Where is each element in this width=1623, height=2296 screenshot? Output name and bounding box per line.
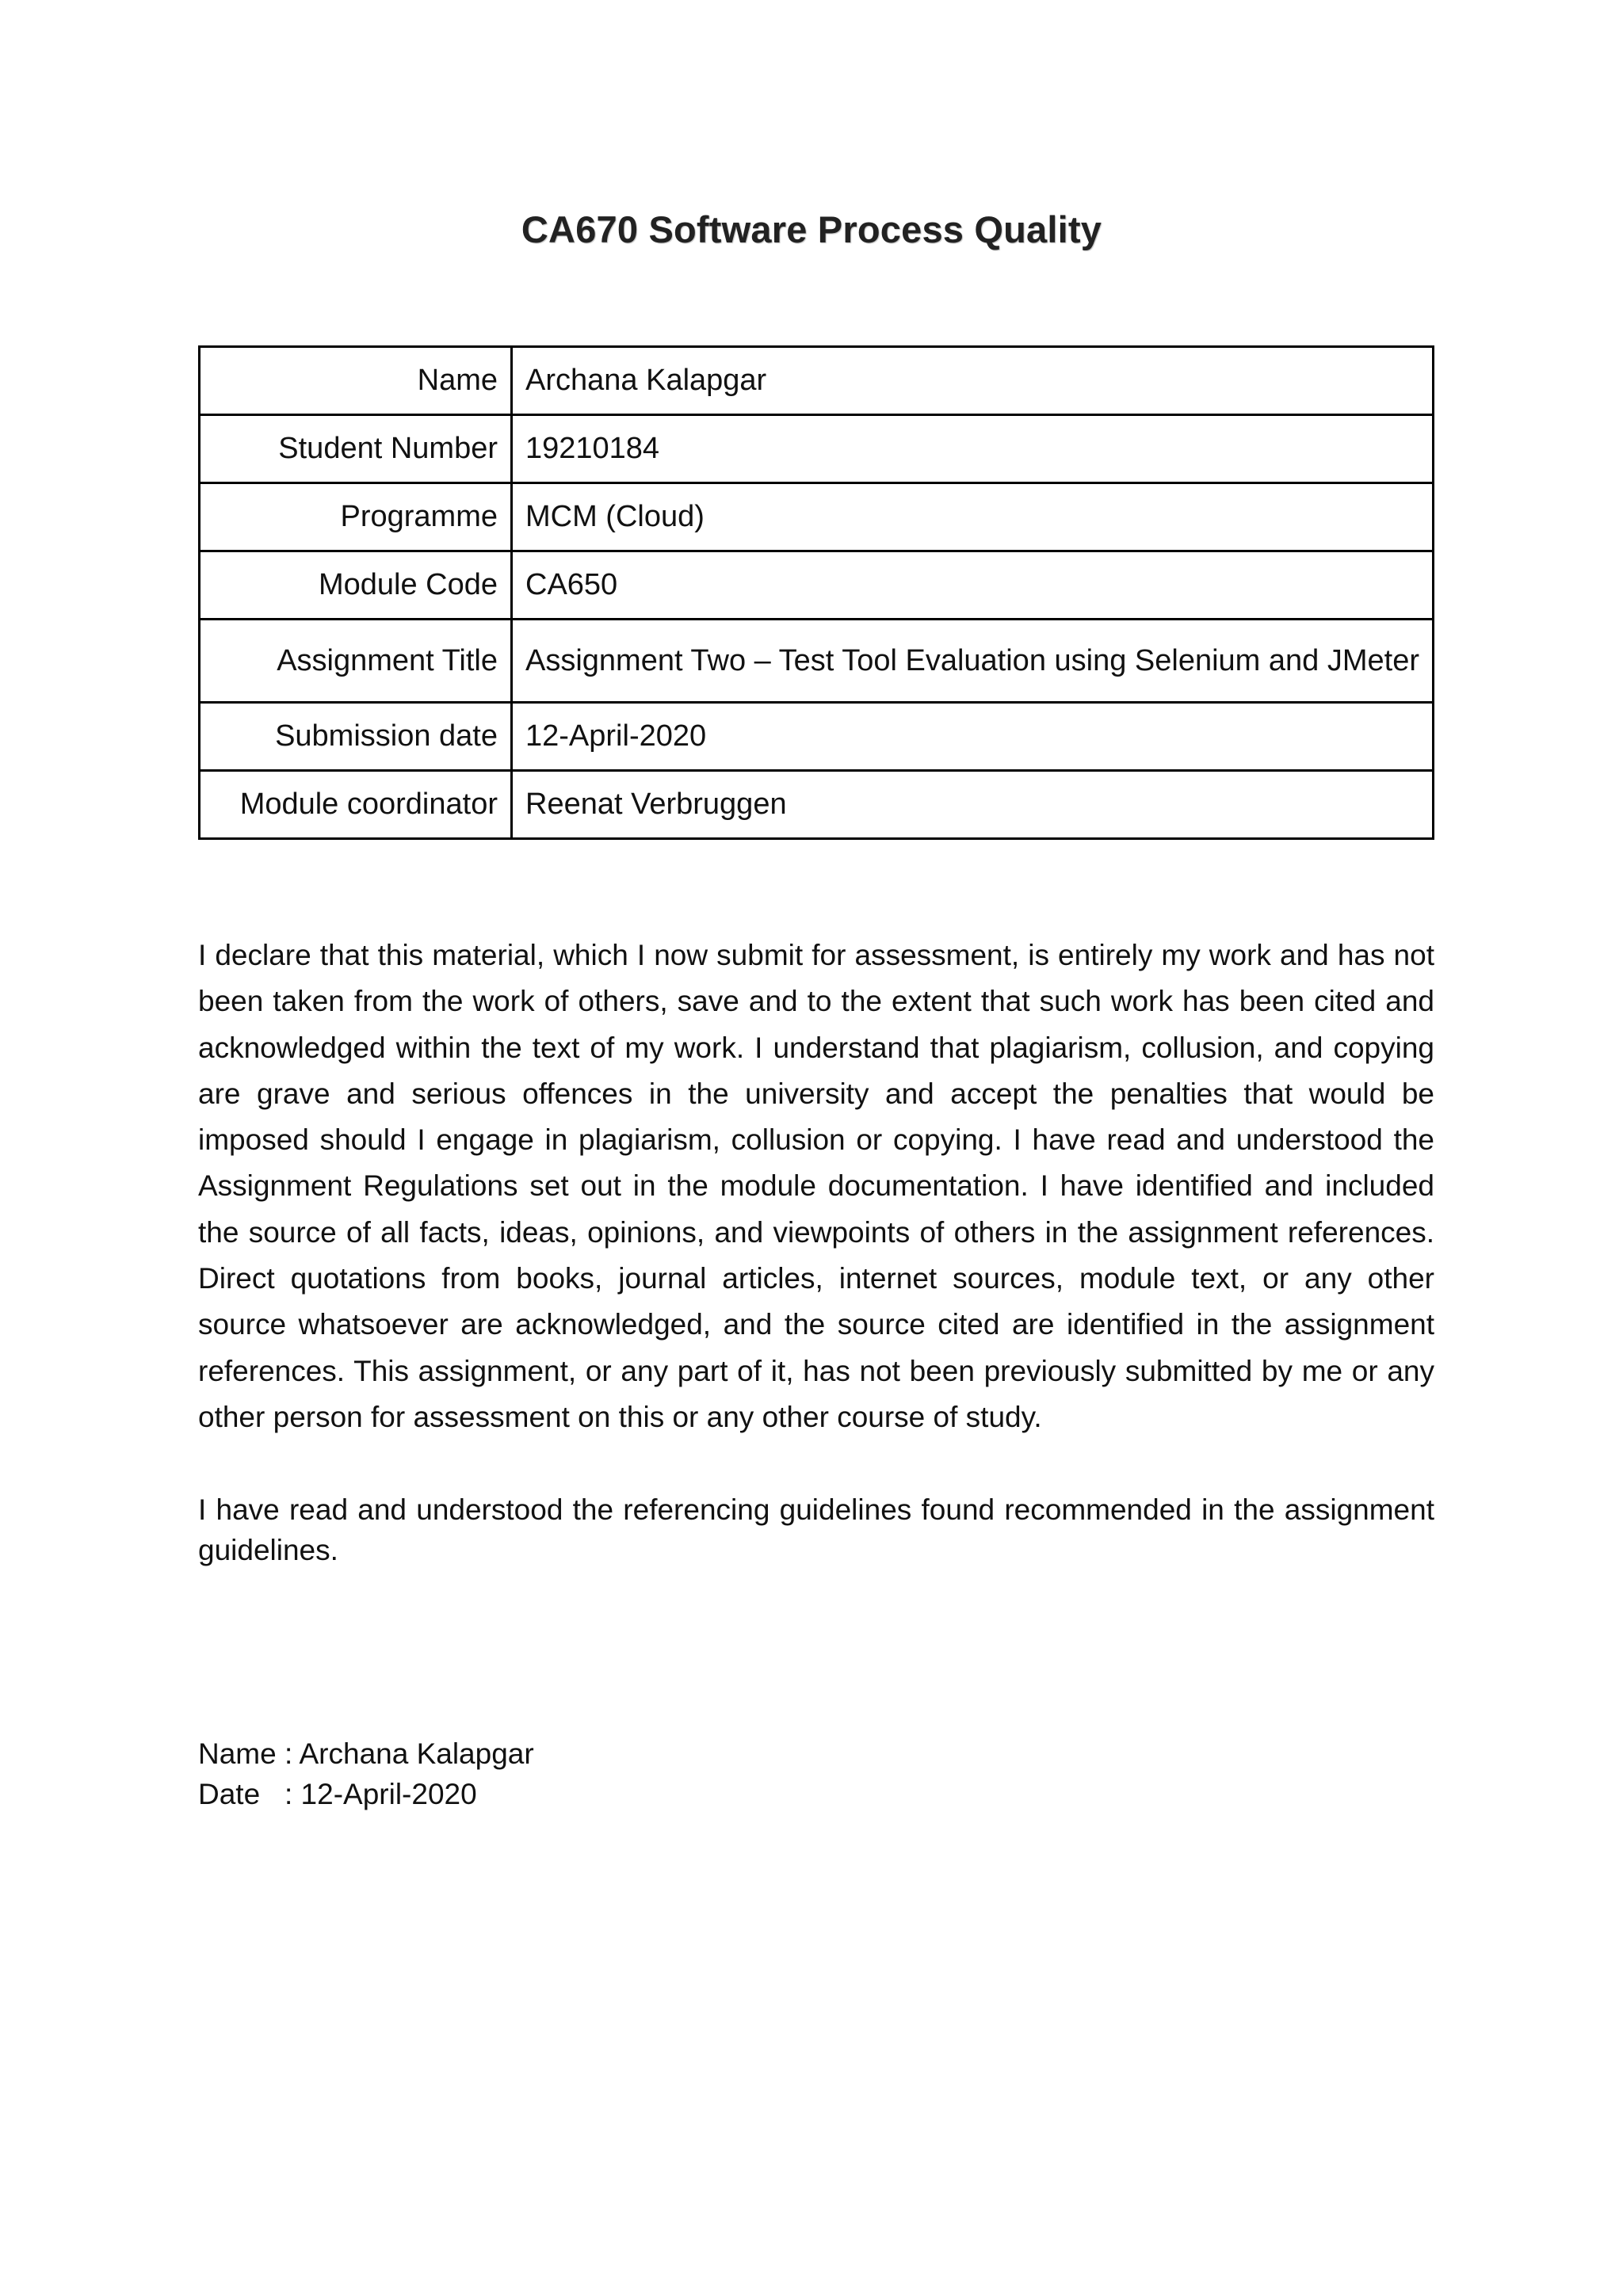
document-title: CA670 Software Process Quality [521,208,1102,250]
assignment-title-value: Assignment Two – Test Tool Evaluation using Selenium and JMeter [512,620,1434,703]
student-number-label: Student Number [200,415,512,483]
programme-value: MCM (Cloud) [512,483,1434,551]
name-label: Name [200,347,512,415]
assignment-title-label: Assignment Title [200,620,512,703]
table-row [200,771,1434,839]
table-row [200,415,1434,483]
table-row [200,551,1434,620]
name-value: Archana Kalapgar [512,347,1434,415]
signoff-block [198,1733,534,1814]
submission-date-label: Submission date [200,703,512,771]
cover-info-table [198,345,1434,840]
programme-label: Programme [200,483,512,551]
module-code-value: CA650 [512,551,1434,620]
student-number-value: 19210184 [512,415,1434,483]
table-row [200,483,1434,551]
table-row [200,703,1434,771]
referencing-statement: I have read and understood the referencing guidelines found recommended in the assignment guidelines. [198,1493,1434,1566]
signoff-name: Name : Archana Kalapgar [198,1737,534,1770]
table-row [200,347,1434,415]
table-row [200,620,1434,703]
signoff-date: Date : 12-April-2020 [198,1778,477,1810]
module-coordinator-value: Reenat Verbruggen [512,771,1434,839]
declaration-paragraph: I declare that this material, which I now submit for assessment, is entirely my work and has not been taken from the work of others, save and to the extent that such work has been cited and acknowledged within the text of my work. I understand that plagiarism, collusion, and copying are grave and serious offences in the university and accept the penalties that would be imposed should I engage in plagiarism, collusion or copying. I have read and understood the Assignment Regulations set out in the module documentation. I have identified and included the source of all facts, ideas, opinions, and viewpoints of others in the assignment references. Direct quotations from books, journal articles, internet sources, module text, or any other source whatsoever are acknowledged, and the source cited are identified in the assignment references. This assignment, or any part of it, has not been previously submitted by me or any other person for assessment on this or any other course of study. [198,939,1434,1433]
module-code-label: Module Code [200,551,512,620]
submission-date-value: 12-April-2020 [512,703,1434,771]
module-coordinator-label: Module coordinator [200,771,512,839]
